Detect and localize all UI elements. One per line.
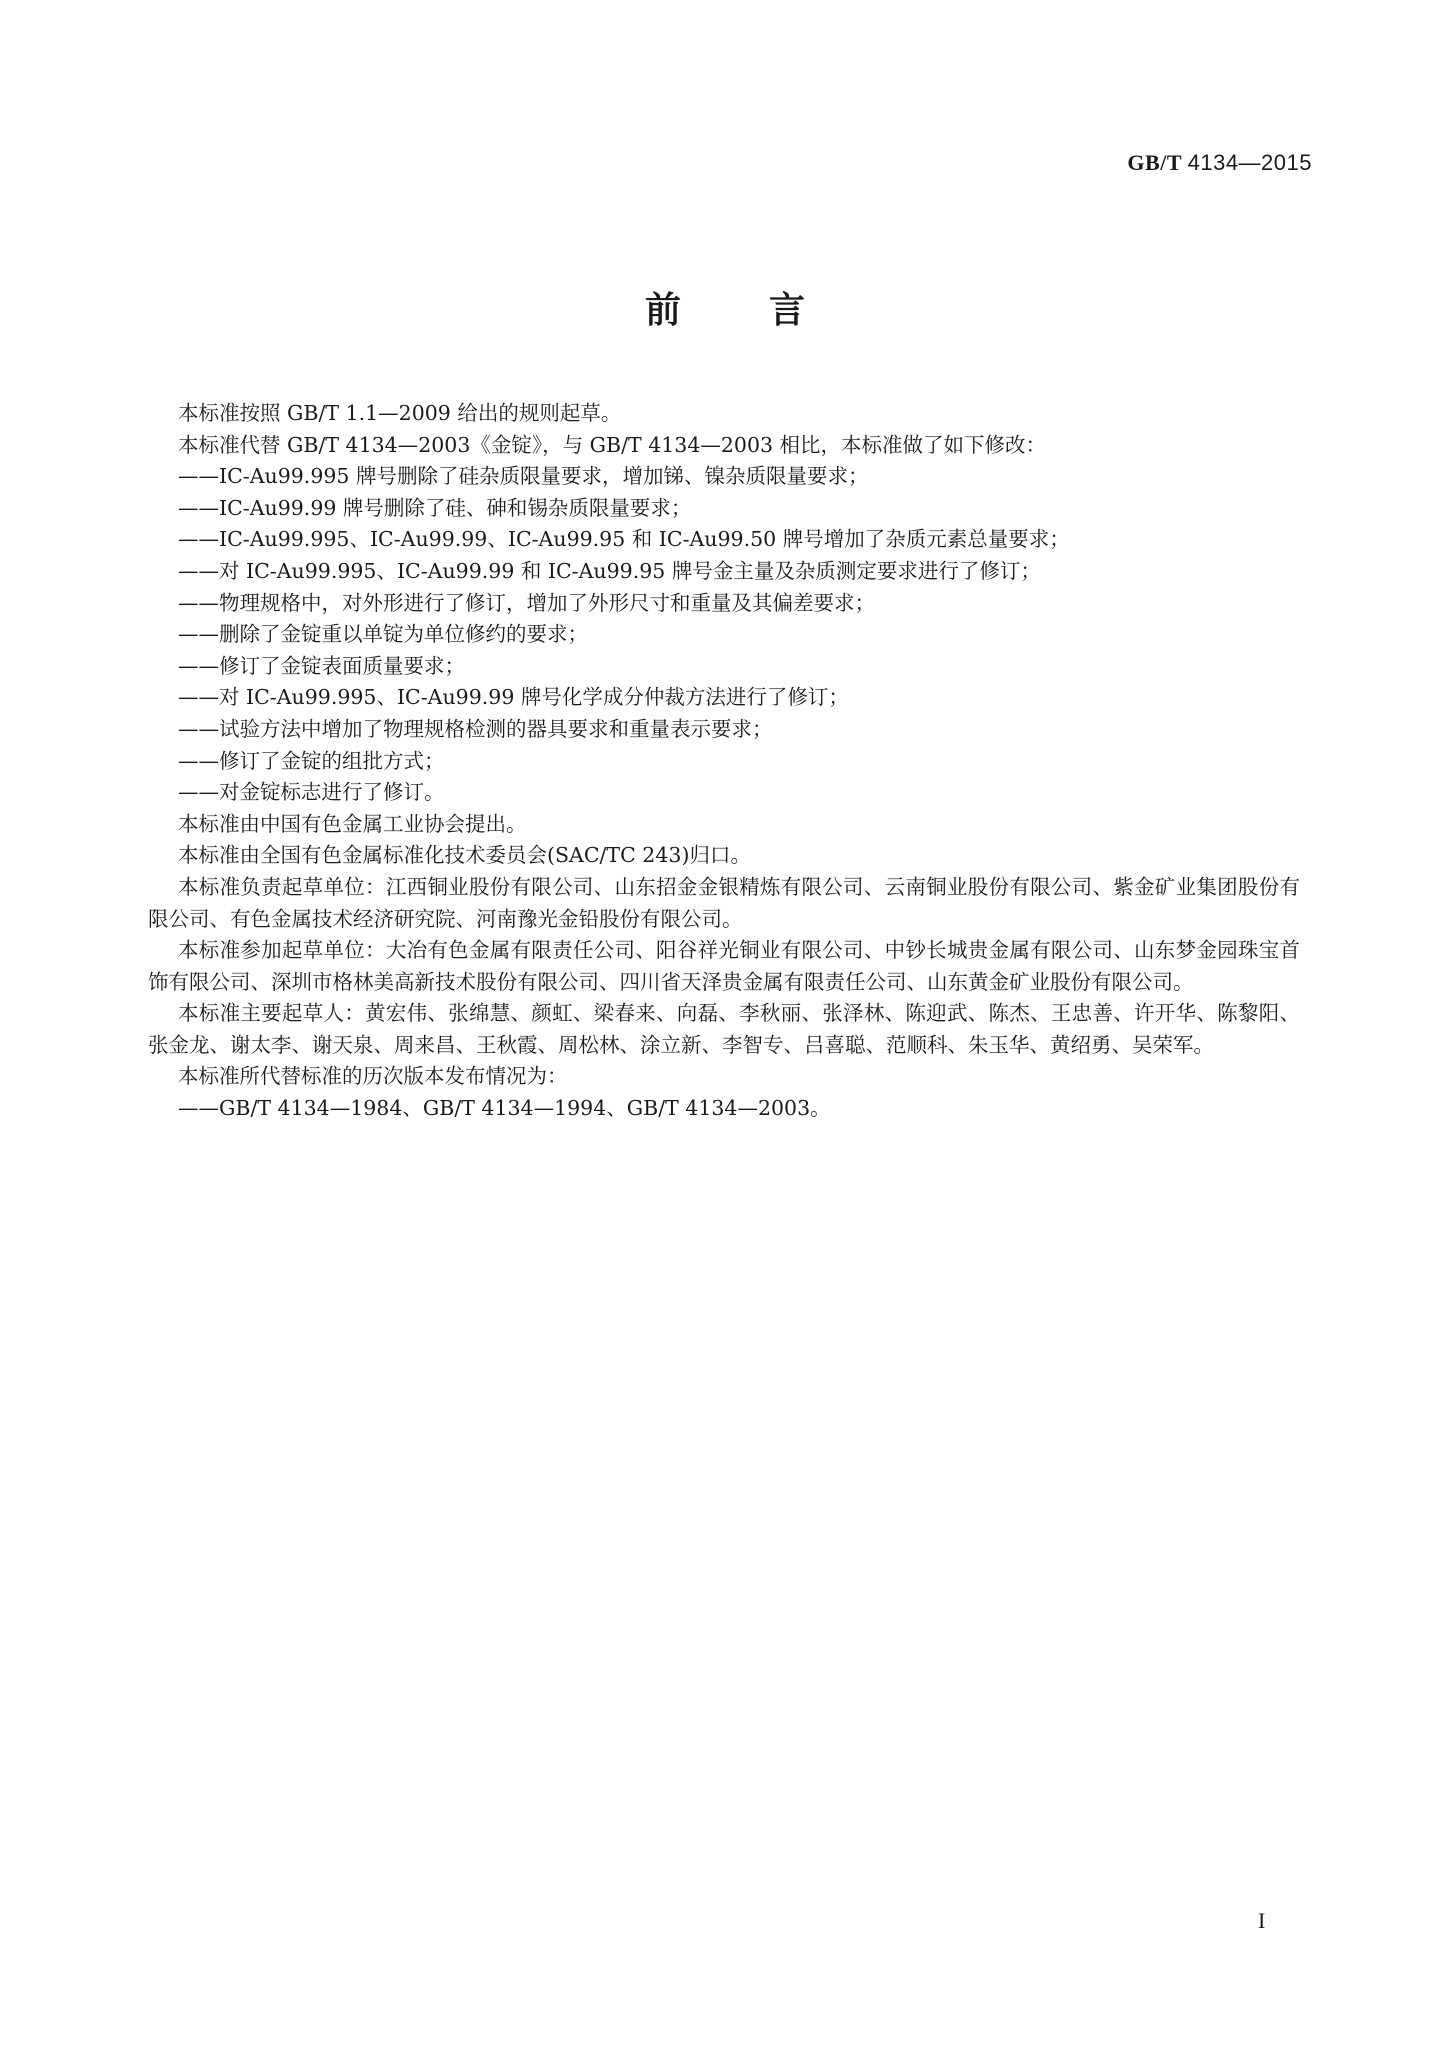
change-item: ——对金锭标志进行了修订。 — [178, 780, 445, 805]
title-char-2: 言 — [769, 290, 806, 331]
standard-prefix: GB/T — [1127, 150, 1182, 175]
paragraph-replacement: 本标准代替 GB/T 4134—2003《金锭》，与 GB/T 4134—2003 相比，本标准做了如下修改： — [178, 432, 1047, 457]
page-title — [0, 282, 1450, 333]
change-item: ——对 IC-Au99.995、IC-Au99.99 和 IC-Au99.95 牌号金主量及杂质测定要求进行了修订； — [178, 558, 1041, 583]
foreword-body — [148, 398, 1300, 1125]
change-item: ——物理规格中，对外形进行了修订，增加了外形尺寸和重量及其偏差要求； — [178, 590, 875, 615]
paragraph-lead-drafters: 本标准负责起草单位：江西铜业股份有限公司、山东招金金银精炼有限公司、云南铜业股份有限公司、紫金矿业集团股份有限公司、有色金属技术经济研究院、河南豫光金铅股份有限公司。 — [148, 874, 1300, 931]
paragraph-drafting-rules: 本标准按照 GB/T 1.1—2009 给出的规则起草。 — [178, 401, 622, 425]
history-item: ——GB/T 4134—1984、GB/T 4134—1994、GB/T 4134—2003。 — [178, 1096, 831, 1121]
standard-number: 4134—2015 — [1187, 150, 1312, 175]
title-char-1: 前 — [644, 290, 681, 331]
change-item: ——试验方法中增加了物理规格检测的器具要求和重量表示要求； — [178, 716, 773, 741]
change-item: ——IC-Au99.995、IC-Au99.99、IC-Au99.95 和 IC-Au99.50 牌号增加了杂质元素总量要求； — [178, 527, 1070, 552]
paragraph-main-drafters: 本标准主要起草人：黄宏伟、张绵慧、颜虹、梁春来、向磊、李秋丽、张泽林、陈迎武、陈杰、王忠善、许开华、陈黎阳、张金龙、谢太李、谢天泉、周来昌、王秋霞、周松林、涂立新、李智专、吕喜聪、范顺科、朱玉华、黄绍勇、吴荣军。 — [148, 1001, 1300, 1057]
change-item: ——对 IC-Au99.995、IC-Au99.99 牌号化学成分仲裁方法进行了修订； — [178, 685, 849, 710]
change-item: ——修订了金锭的组批方式； — [178, 748, 445, 773]
paragraph-proposer: 本标准由中国有色金属工业协会提出。 — [178, 811, 527, 836]
change-item: ——IC-Au99.995 牌号删除了硅杂质限量要求，增加锑、镍杂质限量要求； — [178, 464, 869, 489]
change-item: ——IC-Au99.99 牌号删除了硅、砷和锡杂质限量要求； — [178, 495, 692, 520]
paragraph-committee: 本标准由全国有色金属标准化技术委员会(SAC/TC 243)归口。 — [178, 843, 751, 868]
page-number: I — [1258, 1908, 1266, 1933]
standard-code-header — [1127, 150, 1312, 176]
change-item: ——删除了金锭重以单锭为单位修约的要求； — [178, 622, 588, 647]
paragraph-participating-drafters: 本标准参加起草单位：大冶有色金属有限责任公司、阳谷祥光铜业有限公司、中钞长城贵金属有限公司、山东梦金园珠宝首饰有限公司、深圳市格林美高新技术股份有限公司、四川省天泽贵金属有限责任公司、山东黄金矿业股份有限公司。 — [148, 938, 1300, 994]
paragraph-history-intro: 本标准所代替标准的历次版本发布情况为： — [178, 1064, 568, 1089]
change-item: ——修订了金锭表面质量要求； — [178, 653, 465, 678]
